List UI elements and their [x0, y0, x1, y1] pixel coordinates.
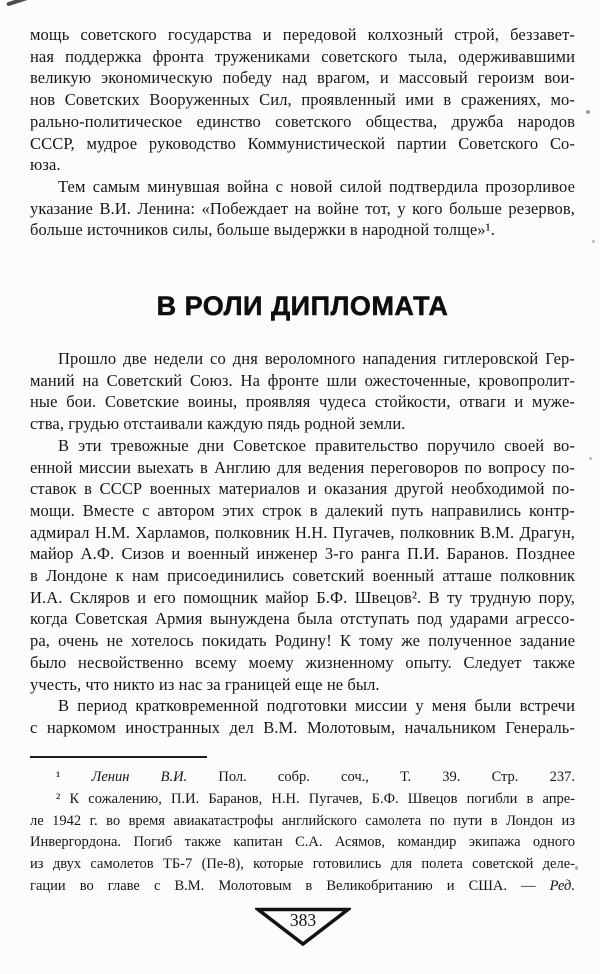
- text-line: ная поддержка фронта тружениками советского тыла, одерживавшими: [30, 46, 575, 66]
- text-line: В эти тревожные дни Советское правительство поручило своей во-: [58, 435, 575, 455]
- scan-artifact: [586, 110, 590, 114]
- text-line: с наркомом иностранных дел В.М. Молотовым, начальником Генераль-: [30, 717, 575, 737]
- text-line: адмирал Н.М. Харламов, полковник Н.Н. Пугачев, полковник В.М. Драгун,: [30, 522, 575, 542]
- text-line: мощи. Вместе с автором этих строк в далекий путь направились контр-: [30, 500, 575, 520]
- scan-artifact: [592, 240, 595, 243]
- text-line: нов Советских Вооруженных Сил, проявленный ими в сражениях, мо-: [30, 90, 575, 110]
- italic-text: Ред.: [549, 878, 575, 895]
- text-line: мощь советского государства и передовой колхозный строй, беззавет-: [30, 25, 575, 44]
- text-line: маний на Советский Союз. На фронте шли ожесточенные, кровопролит-: [30, 370, 575, 390]
- text-line: в Лондоне к нам присоединились советский военный атташе полковник: [30, 566, 575, 586]
- page-number-ornament: [30, 906, 575, 948]
- text-line: майор А.Ф. Сизов и военный инженер 3-го ранга П.И. Баранов. Позднее: [30, 544, 575, 564]
- text-line: больше источников силы, больше выдержки в народной толще»¹.: [30, 220, 495, 240]
- text-line: рально-политическое единство советского общества, дружба народов: [30, 111, 575, 131]
- text-line: Инвергордона. Погиб также капитан С.А. Асямов, командир экипажа одного: [30, 834, 575, 851]
- paragraph-mission: [30, 435, 575, 695]
- text-line: енной миссии выехать в Англию для ведения переговоров по вопросу по-: [30, 457, 575, 477]
- paragraph-preparation: [30, 695, 575, 738]
- scan-artifact: [6, 0, 36, 7]
- text-line: ставок в СССР военных материалов и оказания другой необходимой по-: [30, 479, 575, 499]
- text-line: В период кратковременной подготовки миссии у меня были встречи: [58, 696, 575, 716]
- footnote-separator: [30, 756, 207, 758]
- regular-text: ¹: [56, 768, 92, 785]
- text-line: юза.: [30, 155, 61, 175]
- footnote-2: [30, 789, 575, 899]
- text-line: ные бои. Советские воины, проявляя чудеса стойкости, отваги и муже-: [30, 392, 575, 412]
- text-line: указание В.И. Ленина: «Побеждает на войне тот, у кого больше резервов,: [30, 198, 575, 218]
- text-line: [30, 876, 575, 898]
- text-line: было несвойственно всему моему жизненному опыту. Следует также: [30, 652, 575, 672]
- text-line: ства, грудью отстаивали каждую пядь родной земли.: [30, 414, 406, 434]
- text-line: из двух самолетов ТБ-7 (Пе-8), которые готовились для полета советской деле-: [30, 856, 575, 873]
- text-column: [30, 24, 575, 948]
- paragraph-lenin-quote: [30, 176, 575, 241]
- regular-text: гации во главе с В.М. Молотовым в Великобританию и США. —: [30, 878, 550, 895]
- text-line: Прошло две недели со дня вероломного нападения гитлеровской Гер-: [58, 349, 575, 369]
- italic-text: Ленин В.И.: [91, 768, 188, 785]
- text-line: ле 1942 г. во время авиакатастрофы английского самолета по пути в Лондон из: [30, 812, 575, 829]
- footnotes-block: [30, 767, 575, 898]
- chapter-heading: В РОЛИ ДИПЛОМАТА: [156, 291, 449, 322]
- page-number: 383: [289, 910, 316, 931]
- scan-artifact: [575, 866, 578, 870]
- regular-text: Пол. собр. соч., Т. 39. Стр. 237.: [187, 768, 575, 785]
- paragraph-two-weeks: [30, 348, 575, 435]
- triangle-ornament: [255, 906, 351, 948]
- text-line: [30, 767, 575, 789]
- text-line: СССР, мудрое руководство Коммунистической партии Советского Со-: [30, 133, 575, 153]
- scan-artifact: [589, 457, 592, 460]
- text-line: ² К сожалению, П.И. Баранов, Н.Н. Пугачев, Б.Ф. Швецов погибли в апре-: [56, 790, 575, 807]
- text-line: И.А. Скляров и его помощник майор Б.Ф. Швецов². В ту трудную пору,: [30, 587, 575, 607]
- text-line: учесть, что никто из нас за границей еще не был.: [30, 674, 380, 694]
- text-line: великую экономическую победу над врагом, и массовый героизм вои-: [30, 68, 575, 88]
- footnote-1: [30, 767, 575, 789]
- text-line: когда Советская Армия вынуждена была отступать под ударами агрессо-: [30, 609, 575, 629]
- text-line: Тем самым минувшая война с новой силой подтвердила прозорливое: [58, 176, 575, 196]
- text-line: ра, очень не хотелось покидать Родину! К тому же полученное задание: [30, 631, 575, 651]
- paragraph-continuation: [30, 24, 575, 176]
